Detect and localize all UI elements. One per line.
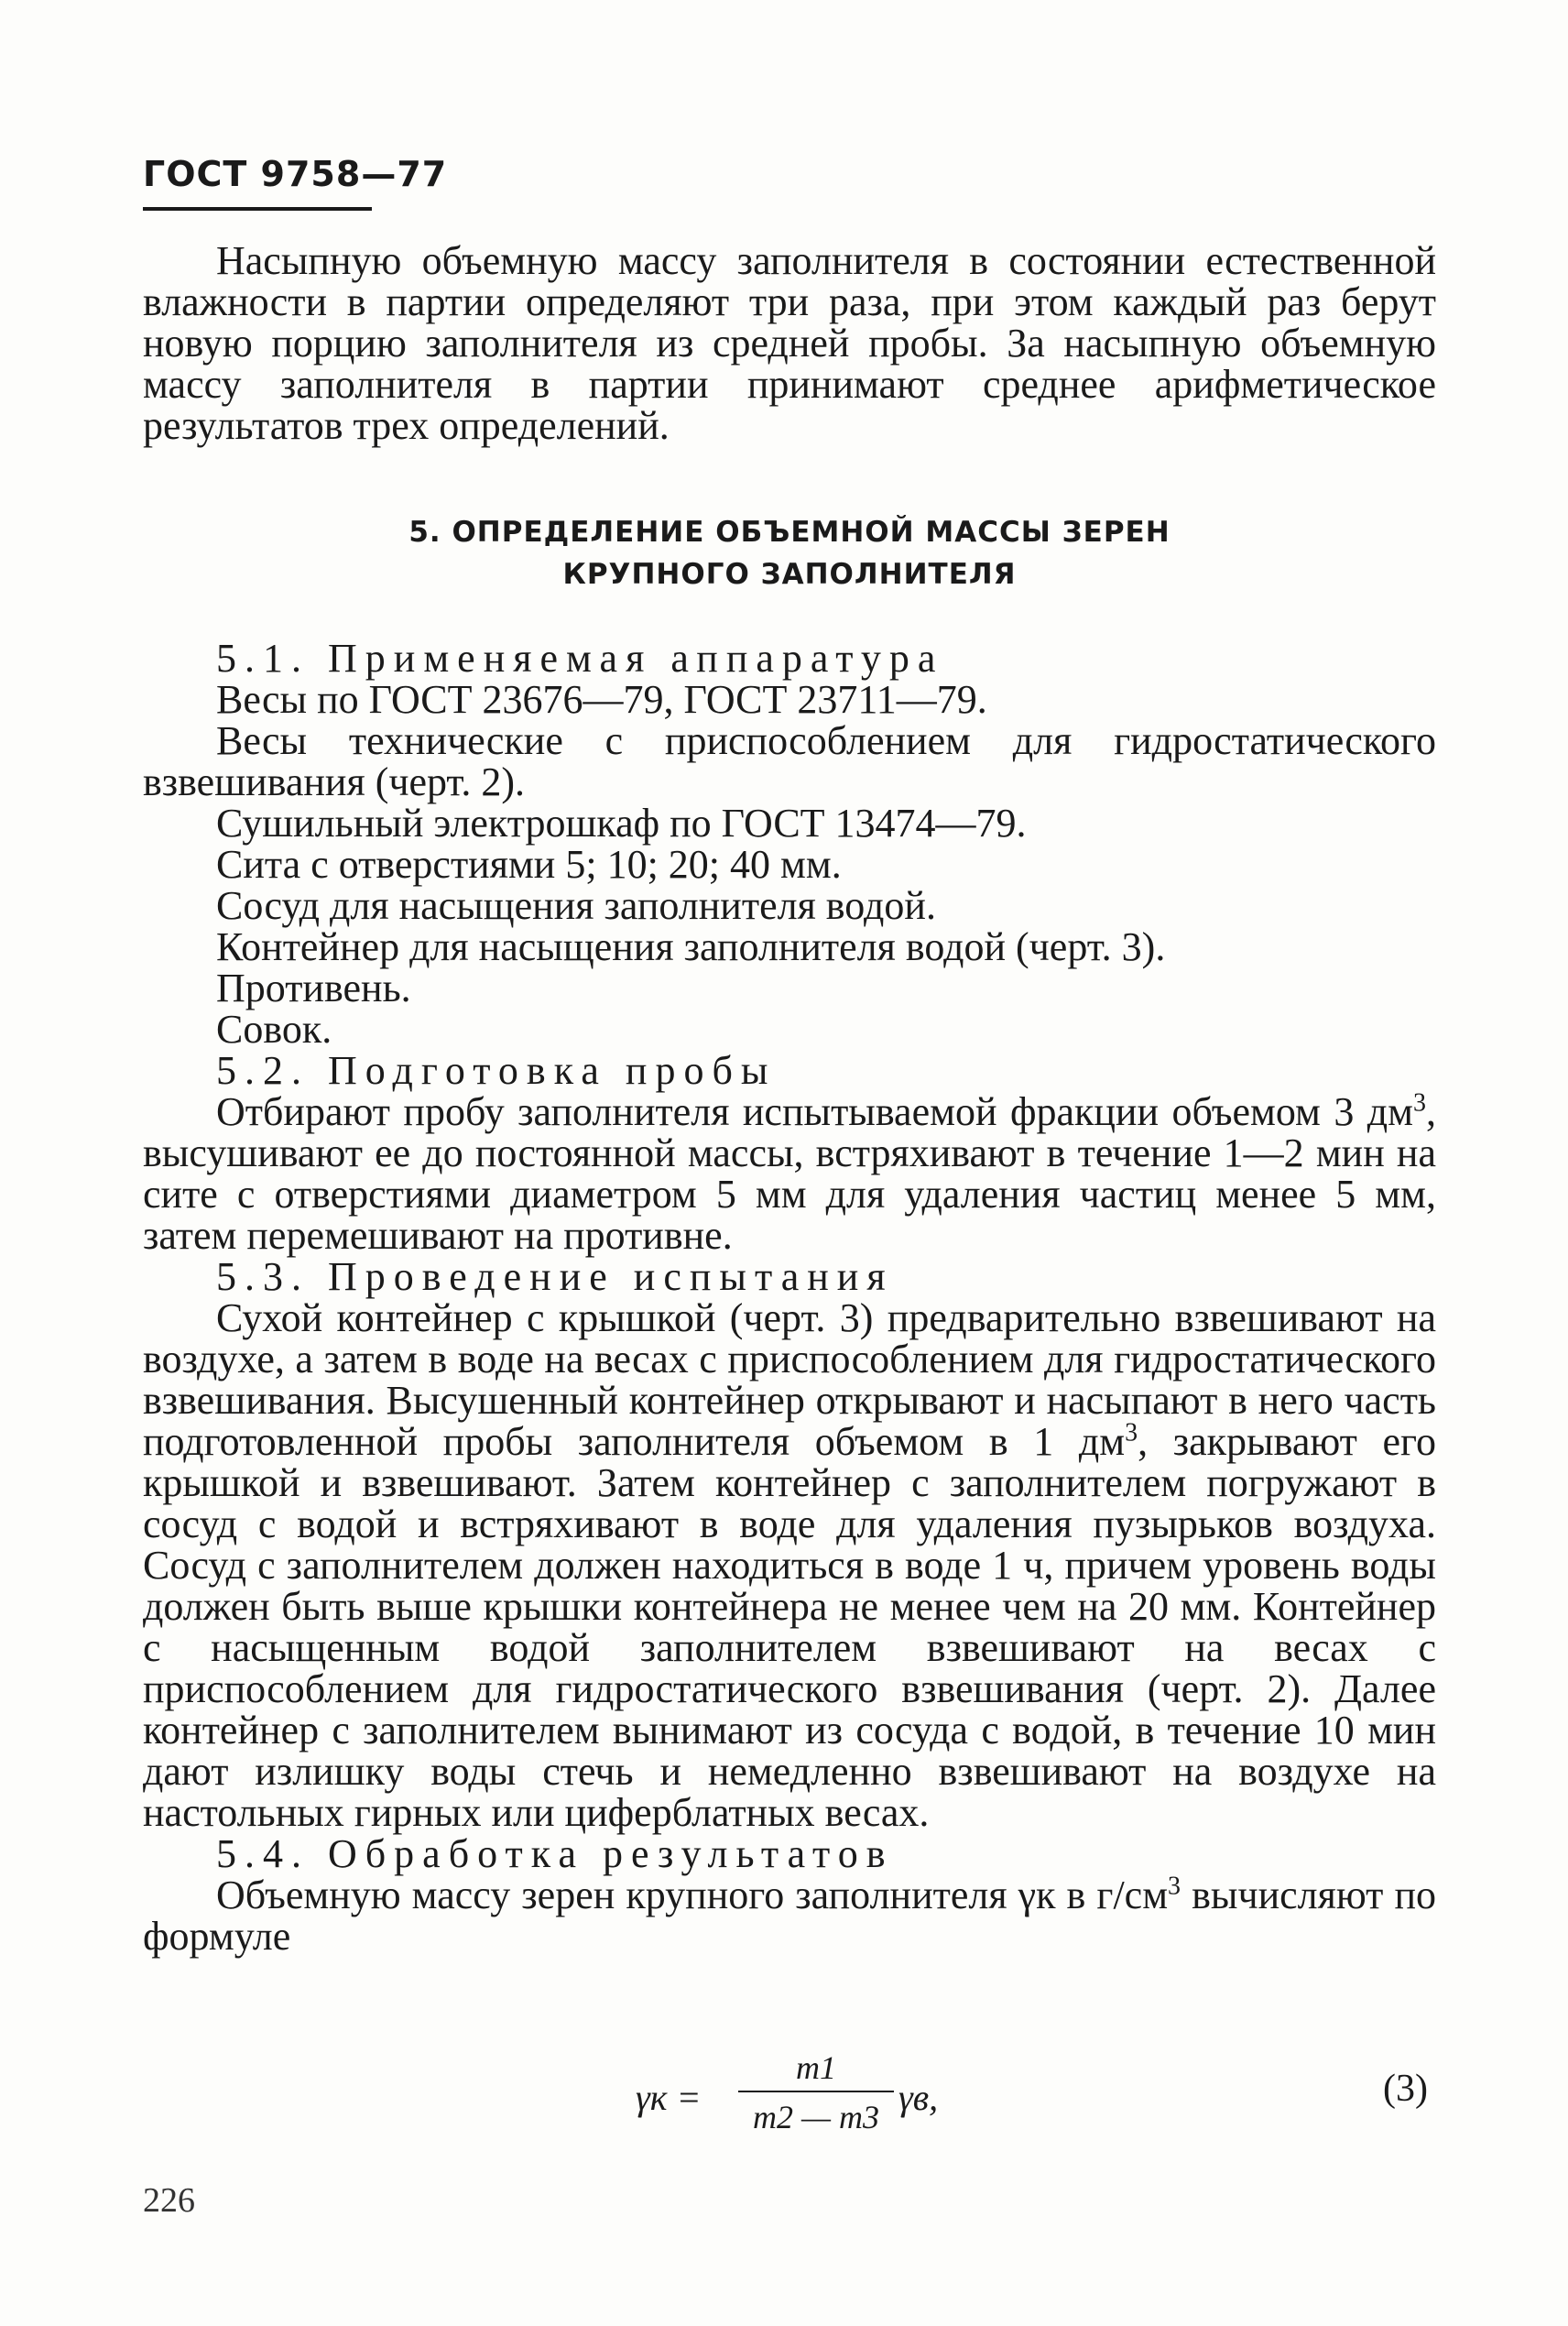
- formula-rhs: γв,: [898, 2077, 939, 2118]
- page-number: 226: [143, 2181, 195, 2220]
- formula-lhs: γк =: [636, 2077, 702, 2118]
- formula-numerator: m1: [796, 2049, 836, 2086]
- apparatus-item: Сита с отверстиями 5; 10; 20; 40 мм.: [216, 842, 842, 887]
- header-underline: [143, 207, 372, 211]
- results-text-b: вычисляют по формуле: [143, 1873, 1436, 1959]
- main-text: [143, 638, 1436, 1957]
- testing-text-b: , закрывают его крышкой и взвешивают. Затем контейнер с заполнителем погружают в сосуд с водой и встряхивают в воде для удаления пузырьков воздуха. Сосуд с заполнителем должен находиться в воде 1 ч, причем уровень воды должен быть выше крышки контейнера не менее чем на 20 мм. Контейнер с насыщенным водой заполнителем взвешивают на весах с приспособлением для гидростатического взвешивания (черт. 2). Далее контейнер с заполнителем вынимают из сосуда с водой, в течение 10 мин дают излишку воды стечь и немедленно взвешивают на воздухе на настольных гирных или циферблатных весах.: [143, 1419, 1436, 1835]
- formula-denominator: m2 — m3: [752, 2099, 879, 2135]
- preparation-text-a: Отбирают пробу заполнителя испытываемой фракции объемом 3 дм: [216, 1089, 1413, 1134]
- testing-sup: 3: [1125, 1418, 1138, 1447]
- preparation-text-b: , высушивают ее до постоянной массы, встряхивают в течение 1—2 мин на сите с отверстиями диаметром 5 мм для удаления частиц менее 5 мм, затем перемешивают на противне.: [143, 1089, 1436, 1258]
- apparatus-item: Совок.: [216, 1007, 332, 1052]
- testing-paragraph: [143, 1297, 1436, 1833]
- testing-heading: 5.3. Проведение испытания: [216, 1254, 894, 1299]
- apparatus-item: Противень.: [216, 966, 411, 1010]
- intro-block: [143, 240, 1436, 446]
- apparatus-item: Весы технические с приспособлением для гидростатического взвешивания (черт. 2).: [143, 718, 1436, 804]
- section-heading: [143, 511, 1436, 595]
- preparation-sup: 3: [1413, 1088, 1426, 1118]
- results-paragraph: [143, 1874, 1436, 1957]
- equation-number: (3): [1383, 2068, 1428, 2110]
- formula-fraction: [738, 2048, 894, 2136]
- results-text-a: Объемную массу зерен крупного заполнителя γк в г/см: [216, 1873, 1169, 1917]
- testing-text-a: Сухой контейнер с крышкой (черт. 3) предварительно взвешивают на воздухе, а затем в воде на весах с приспособлением для гидростатического взвешивания. Высушенный контейнер открывают и насыпают в него часть подготовленной пробы заполнителя объемом в 1 дм: [143, 1295, 1436, 1464]
- preparation-heading: 5.2. Подготовка пробы: [216, 1048, 777, 1093]
- apparatus-item: Сушильный электрошкаф по ГОСТ 13474—79.: [216, 801, 1027, 846]
- apparatus-heading: 5.1. Применяемая аппаратура: [216, 636, 944, 681]
- apparatus-item: Контейнер для насыщения заполнителя водой (черт. 3).: [216, 924, 1166, 969]
- section-title-line2: КРУПНОГО ЗАПОЛНИТЕЛЯ: [562, 558, 1017, 591]
- apparatus-item: Сосуд для насыщения заполнителя водой.: [216, 883, 936, 928]
- results-heading: 5.4. Обработка результатов: [216, 1831, 894, 1876]
- preparation-paragraph: [143, 1088, 1436, 1258]
- intro-paragraph: Насыпную объемную массу заполнителя в состоянии естественной влажности в партии определяют три раза, при этом каждый раз берут новую порцию заполнителя из средней пробы. За насыпную объемную массу заполнителя в партии принимают среднее арифметическое результатов трех определений.: [143, 238, 1436, 448]
- results-sup: 3: [1168, 1872, 1181, 1901]
- density-formula: [619, 2048, 1004, 2140]
- fraction-bar: [738, 2091, 894, 2092]
- standard-code: ГОСТ 9758—77: [143, 154, 448, 194]
- section-title-line1: 5. ОПРЕДЕЛЕНИЕ ОБЪЕМНОЙ МАССЫ ЗЕРЕН: [408, 516, 1171, 549]
- apparatus-item: Весы по ГОСТ 23676—79, ГОСТ 23711—79.: [216, 677, 987, 722]
